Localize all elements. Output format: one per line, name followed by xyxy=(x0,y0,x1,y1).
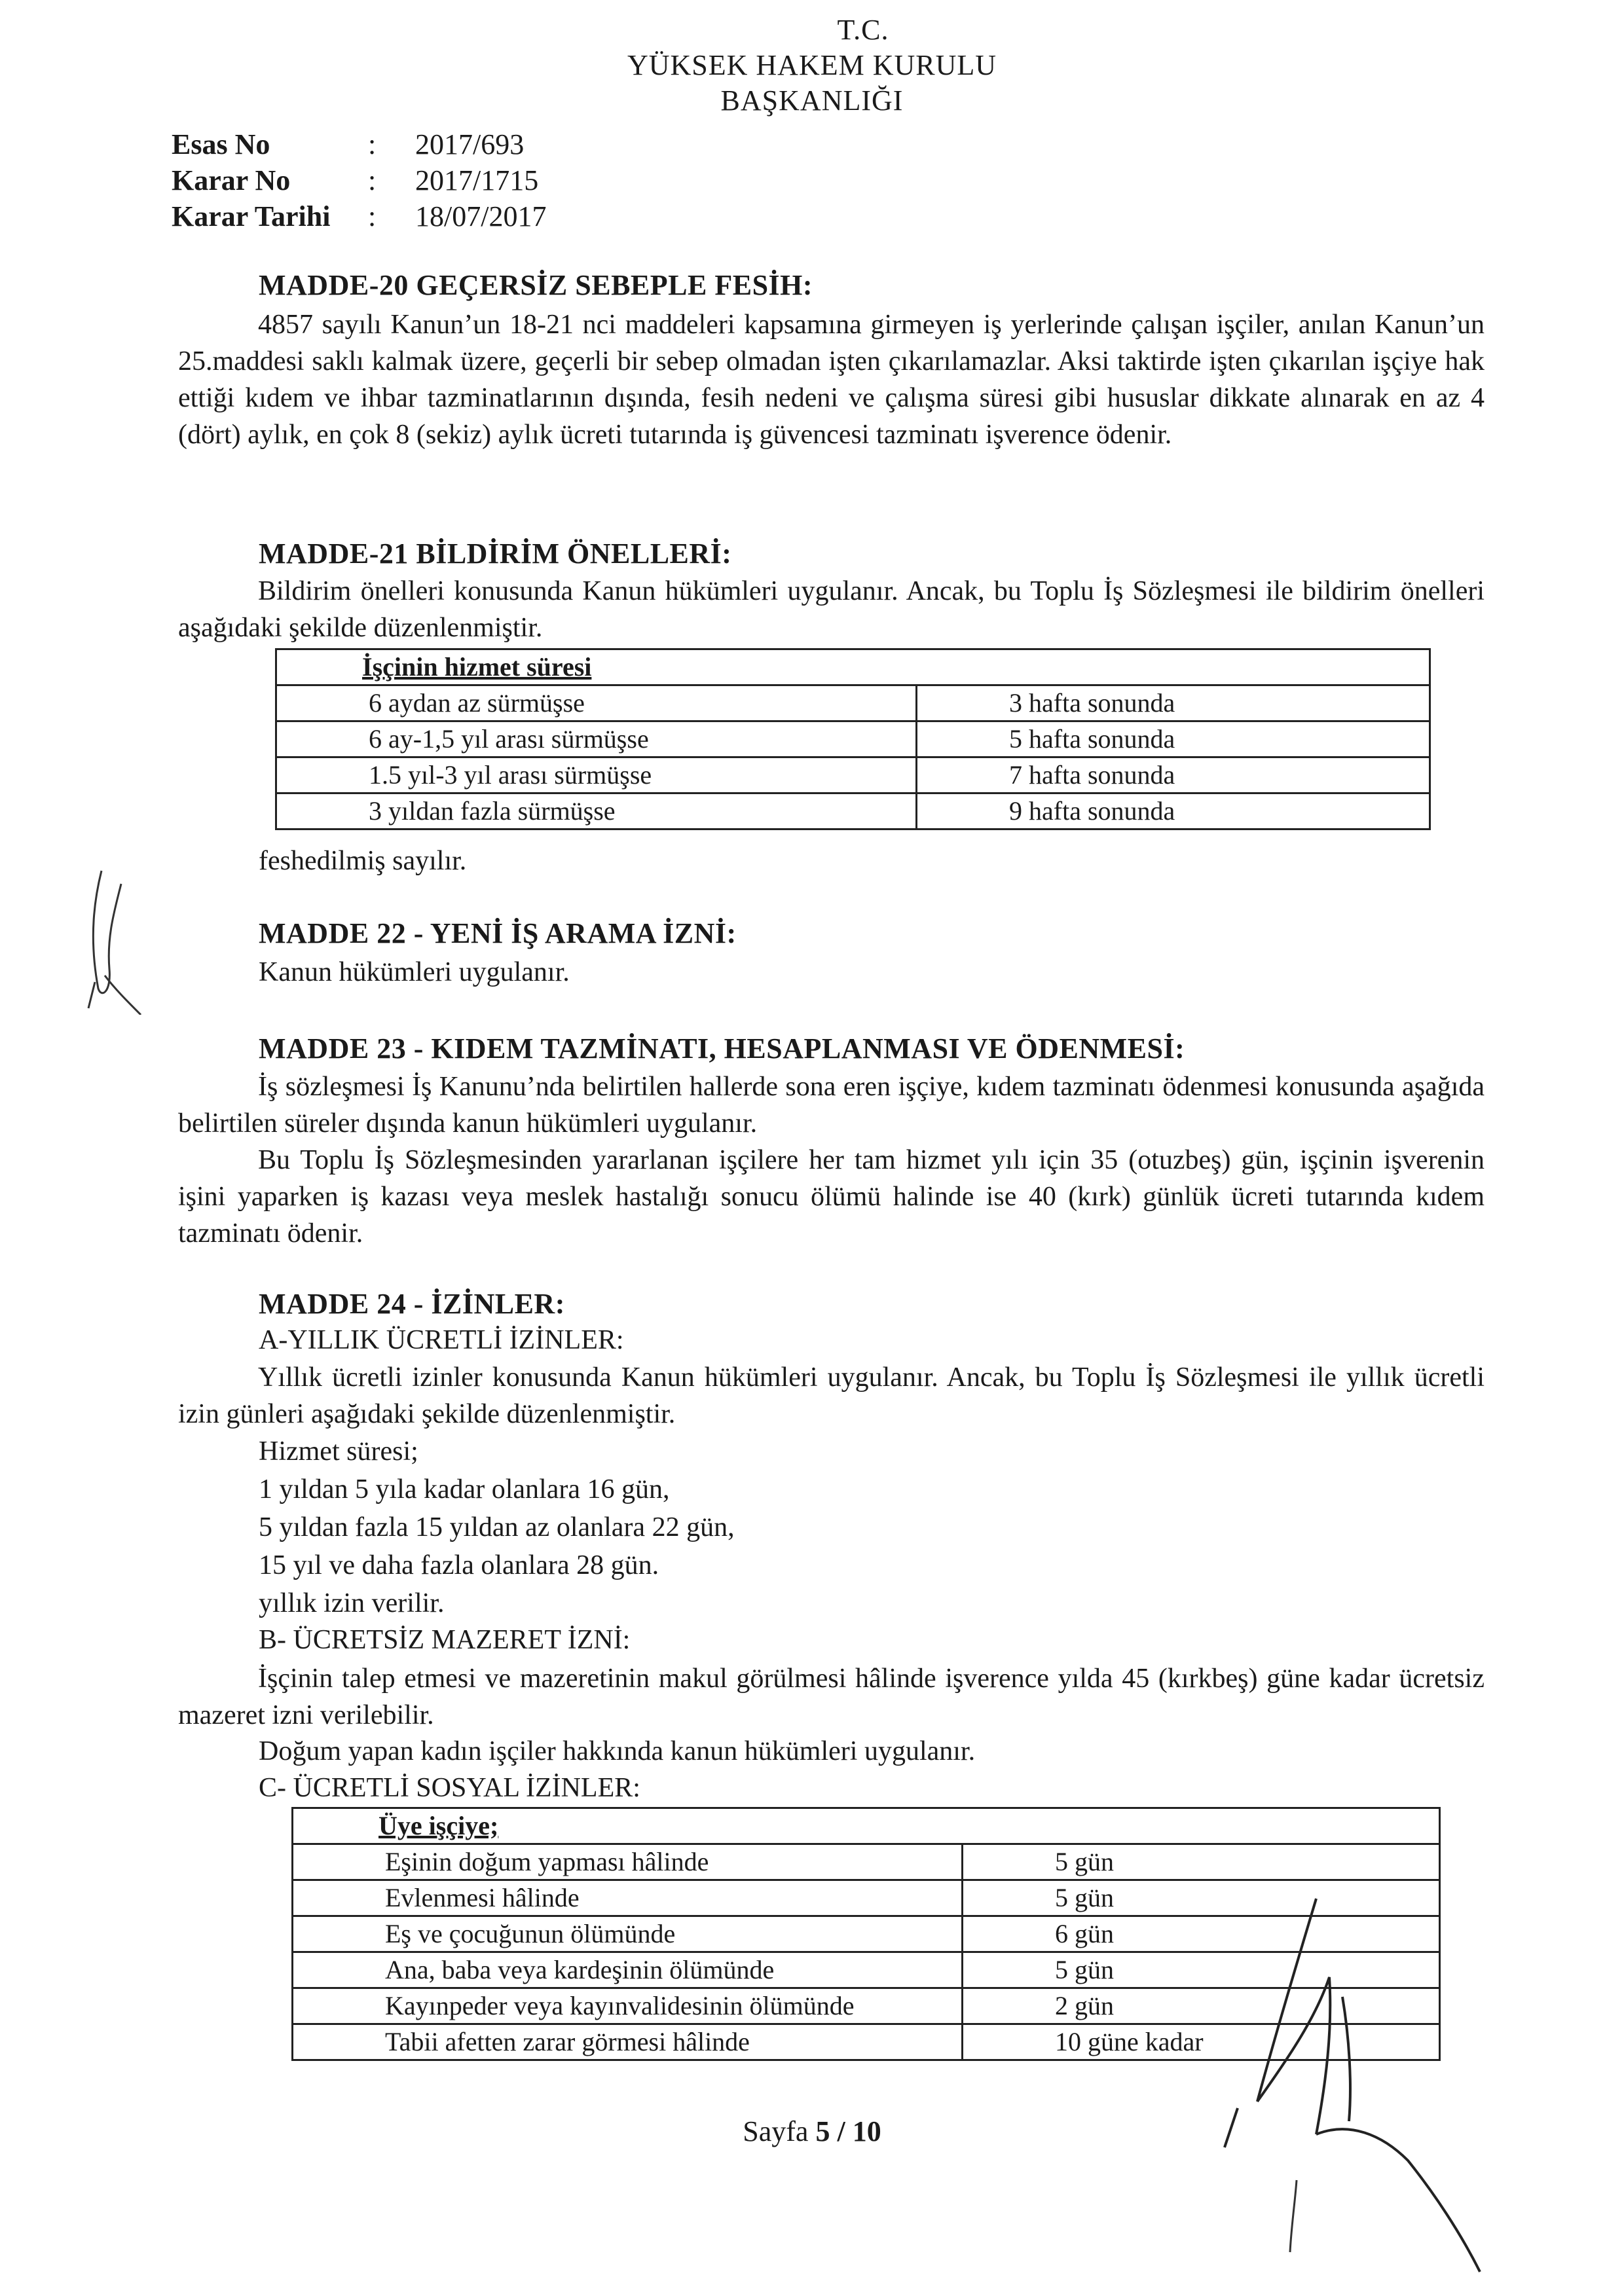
section-c-title: C- ÜCRETLİ SOSYAL İZİNLER: xyxy=(259,1773,640,1803)
meta-sep: : xyxy=(368,200,377,232)
days-cell: 2 gün xyxy=(963,1988,1440,2024)
table-header-row xyxy=(276,649,1430,685)
section-b-text: İşçinin talep etmesi ve mazeretinin makul görülmesi hâlinde işverence yılda 45 (kırkbeş) güne kadar ücretsiz mazeret izni verilebilir. xyxy=(178,1664,1485,1730)
section-a-line: Hizmet süresi; xyxy=(259,1436,418,1467)
section-b-text-2: Doğum yapan kadın işçiler hakkında kanun hükümleri uygulanır. xyxy=(259,1736,976,1766)
table-header-cell: İşçinin hizmet süresi xyxy=(276,649,1430,685)
days-cell: 5 gün xyxy=(963,1880,1440,1916)
madde-21-text: Bildirim önelleri konusunda Kanun hükümleri uygulanır. Ancak, bu Toplu İş Sözleşmesi ile bildirim önelleri aşağıdaki şekilde düzenlenmiştir. xyxy=(178,576,1485,643)
table-header-row xyxy=(293,1808,1440,1844)
madde-23-text-1: İş sözleşmesi İş Kanunu’nda belirtilen hallerde sona eren işçiye, kıdem tazminatı ödenmesi konusunda aşağıda belirtilen süreler dışında kanun hükümleri uygulanır. xyxy=(178,1072,1485,1139)
period-cell: 1.5 yıl-3 yıl arası sürmüşse xyxy=(276,757,917,793)
meta-label: Karar Tarihi xyxy=(172,200,331,232)
notice-cell: 7 hafta sonunda xyxy=(917,757,1430,793)
margin-initial-signature xyxy=(75,858,147,1015)
period-cell: 3 yıldan fazla sürmüşse xyxy=(276,793,917,829)
madde-21-title: MADDE-21 BİLDİRİM ÖNELLERİ: xyxy=(259,538,732,570)
madde-21-after: feshedilmiş sayılır. xyxy=(259,846,467,876)
section-a-line: 5 yıldan fazla 15 yıldan az olanlara 22 gün, xyxy=(259,1512,735,1542)
section-a-line: 15 yıl ve daha fazla olanlara 28 gün. xyxy=(259,1550,659,1580)
event-cell: Tabii afetten zarar görmesi hâlinde xyxy=(293,2024,963,2060)
event-cell: Evlenmesi hâlinde xyxy=(293,1880,963,1916)
meta-sep: : xyxy=(368,164,377,196)
table-row xyxy=(293,1844,1440,1880)
footer-prefix: Sayfa xyxy=(743,2115,816,2147)
madde-20-title: MADDE-20 GEÇERSİZ SEBEPLE FESİH: xyxy=(259,269,813,301)
section-a-title: A-YILLIK ÜCRETLİ İZİNLER: xyxy=(259,1325,624,1355)
event-cell: Eşinin doğum yapması hâlinde xyxy=(293,1844,963,1880)
madde-22-text: Kanun hükümleri uygulanır. xyxy=(259,957,570,987)
notice-cell: 5 hafta sonunda xyxy=(917,721,1430,757)
days-cell: 5 gün xyxy=(963,1844,1440,1880)
days-cell: 5 gün xyxy=(963,1952,1440,1988)
section-a-line: 1 yıldan 5 yıla kadar olanlara 16 gün, xyxy=(259,1474,670,1504)
event-cell: Kayınpeder veya kayınvalidesinin ölümünde xyxy=(293,1988,963,2024)
table-row xyxy=(276,757,1430,793)
section-a-text: Yıllık ücretli izinler konusunda Kanun hükümleri uygulanır. Ancak, bu Toplu İş Sözleşmesi ile yıllık ücretli izin günleri aşağıdaki şekilde düzenlenmiştir. xyxy=(178,1362,1485,1429)
event-cell: Eş ve çocuğunun ölümünde xyxy=(293,1916,963,1952)
meta-sep: : xyxy=(368,128,377,160)
header-presidency: BAŞKANLIĞI xyxy=(720,84,904,117)
days-cell: 6 gün xyxy=(963,1916,1440,1952)
table-row xyxy=(276,721,1430,757)
meta-label: Esas No xyxy=(172,128,270,160)
period-cell: 6 ay-1,5 yıl arası sürmüşse xyxy=(276,721,917,757)
header-institution: YÜKSEK HAKEM KURULU xyxy=(627,49,997,81)
madde-20-text: 4857 sayılı Kanun’un 18-21 nci maddeleri kapsamına girmeyen iş yerlerinde çalışan işçiler, anılan Kanun’un 25.maddesi saklı kalmak üzere, geçerli bir sebep olmadan işten çıkarılamazlar. Aksi taktirde işten çıkarılan işçiye hak ettiği kıdem ve ihbar tazminatlarının dışında, fesih nedeni ve çalışma süresi gibi hususlar dikkate alınarak en az 4 (dört) aylık, en çok 8 (sekiz) aylık ücreti tutarında iş güvencesi tazminatı işverence ödenir. xyxy=(178,310,1485,450)
table-row xyxy=(276,793,1430,829)
period-cell: 6 aydan az sürmüşse xyxy=(276,685,917,721)
handwritten-signature xyxy=(1218,1886,1506,2278)
meta-value: 2017/693 xyxy=(415,128,525,160)
days-cell: 10 güne kadar xyxy=(963,2024,1440,2060)
meta-value: 18/07/2017 xyxy=(415,200,547,232)
madde-23-title: MADDE 23 - KIDEM TAZMİNATI, HESAPLANMASI VE ÖDENMESİ: xyxy=(259,1032,1185,1065)
meta-label: Karar No xyxy=(172,164,291,196)
madde-24-title: MADDE 24 - İZİNLER: xyxy=(259,1288,565,1320)
table-row xyxy=(276,685,1430,721)
section-b-title: B- ÜCRETSİZ MAZERET İZNİ: xyxy=(259,1625,631,1655)
table-header-cell: Üye işçiye; xyxy=(293,1808,1440,1844)
meta-value: 2017/1715 xyxy=(415,164,539,196)
section-a-line: yıllık izin verilir. xyxy=(259,1588,445,1618)
notice-period-table xyxy=(275,648,1431,830)
event-cell: Ana, baba veya kardeşinin ölümünde xyxy=(293,1952,963,1988)
page-number: 5 / 10 xyxy=(815,2115,881,2147)
header-tc: T.C. xyxy=(837,14,889,46)
madde-22-title: MADDE 22 - YENİ İŞ ARAMA İZNİ: xyxy=(259,917,737,949)
madde-23-text-2: Bu Toplu İş Sözleşmesinden yararlanan işçilere her tam hizmet yılı için 35 (otuzbeş) gün, işçinin işverenin işini yaparken iş kazası veya meslek hastalığı sonucu ölümü halinde ise 40 (kırk) günlük ücreti tutarında kıdem tazminatı ödenir. xyxy=(178,1145,1485,1248)
notice-cell: 9 hafta sonunda xyxy=(917,793,1430,829)
page-footer xyxy=(0,2115,1624,2148)
notice-cell: 3 hafta sonunda xyxy=(917,685,1430,721)
